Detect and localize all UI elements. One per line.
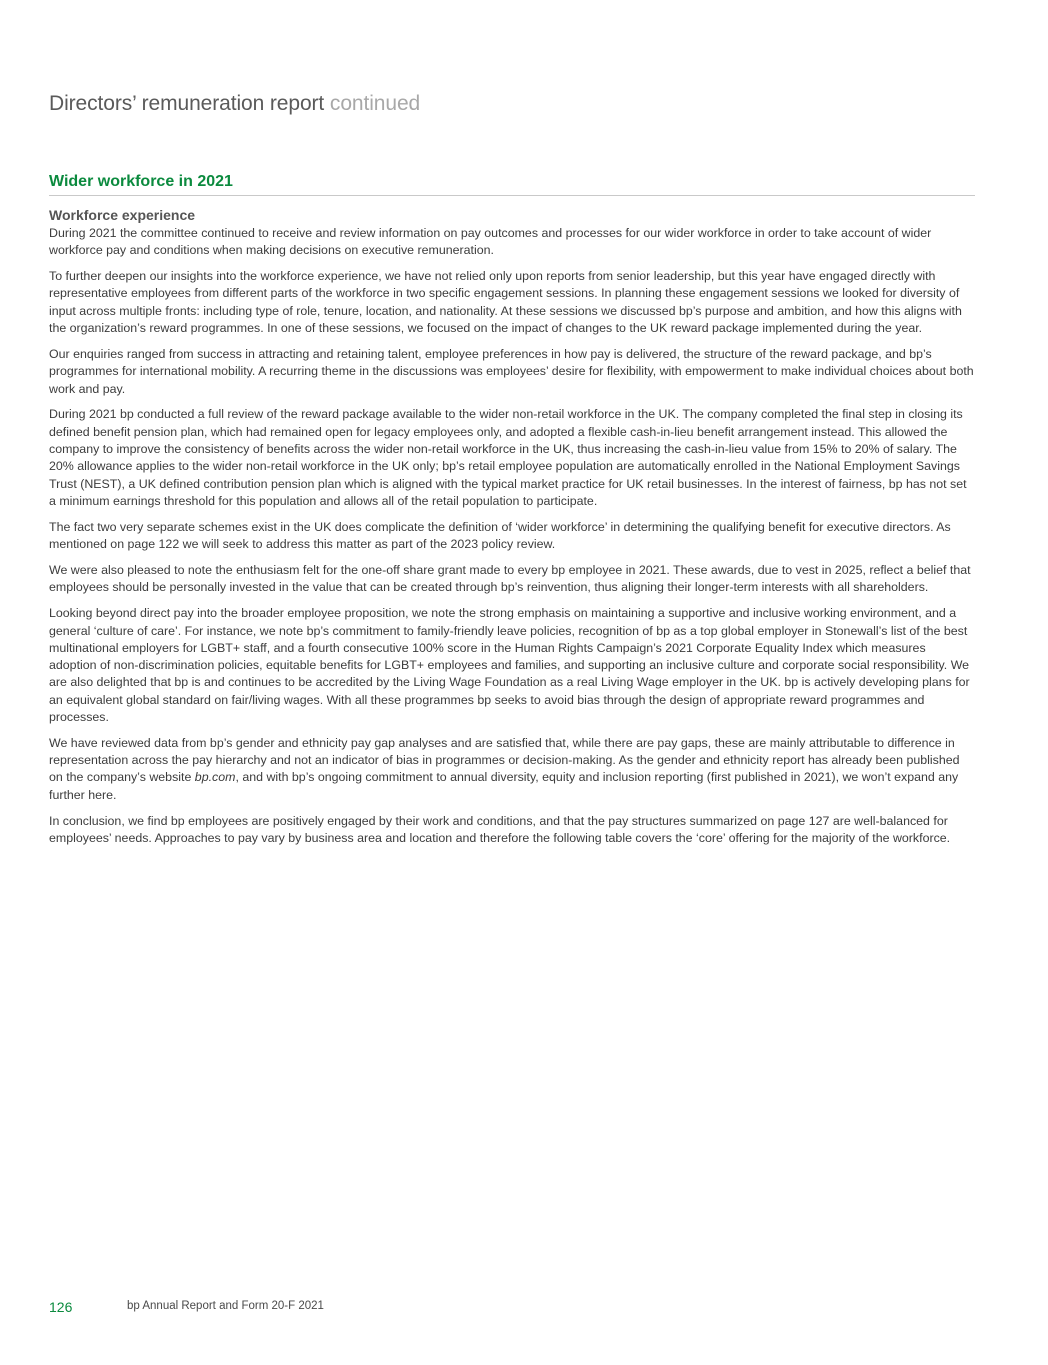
paragraph-7: Looking beyond direct pay into the broader employee proposition, we note the strong emphasis on maintaining a supportive and inclusive working environment, and a general ‘culture of care’. For instance, we note bp’s commitment to family-friendly leave policies, recognition of bp as a top global employer in Stonewall’s list of the best multinational employers for LGBT+ staff, and a fourth consecutive 100% score in the Human Rights Campaign’s 2021 Corporate Equality Index which measures adoption of non-discrimination policies, equitable benefits for LGBT+ employees and families, and supporting an inclusive culture and corporate social responsibility. We are also delighted that bp is and continues to be accredited by the Living Wage Foundation as a real Living Wage employer in the UK. bp is actively developing plans for an equivalent global standard on fair/living wages. With all these programmes bp seeks to avoid bias through the design of appropriate reward programmes and processes. bbox=[49, 606, 970, 724]
paragraph-5: The fact two very separate schemes exist in the UK does complicate the definition of ‘wider workforce’ in determining the qualifying benefit for executive directors. As mentioned on page 122 we will seek to address this matter as part of the 2023 policy review. bbox=[49, 519, 951, 552]
paragraph-conclusion: In conclusion, we find bp employees are positively engaged by their work and conditions, and that the pay structures summarized on page 127 are well-balanced for employees’ needs. Approaches to pay vary by business area and location and therefore the following table covers the ‘core’ offering for the majority of the workforce. bbox=[49, 813, 951, 845]
page-header bbox=[49, 92, 420, 116]
website-reference: bp.com bbox=[194, 770, 236, 785]
paragraph-2: To further deepen our insights into the workforce experience, we have not relied only upon reports from senior leadership, but this year have engaged directly with representative employees from different parts of the workforce in two specific engagement sessions. In planning these engagement sessions we looked for diversity of input across multiple fronts: including type of role, tenure, location, and nationality. At these sessions we discussed bp’s purpose and ambition, and how this aligns with the organization’s reward programmes. In one of these sessions, we focused on the impact of changes to the UK reward package implemented during the year. bbox=[49, 269, 962, 336]
page-number: 126 bbox=[49, 1299, 73, 1315]
paragraph-8-text-before: We have reviewed data from bp’s gender and ethnicity pay gap analyses and are satisfied that, while there are pay gaps, these are mainly attributable to difference in representation across the pay hierarchy and not an indicator of bias in programmes or decision-making. As the gender and ethnicity report has already been published on the company’s website bbox=[49, 735, 960, 785]
paragraph-6: We were also pleased to note the enthusiasm felt for the one-off share grant made to every bp employee in 2021. These awards, due to vest in 2025, reflect a belief that employees should be personally invested in the value that can be created through bp’s reinvention, thus aligning their longer-term interests with all shareholders. bbox=[49, 563, 971, 595]
page-header-continued: continued bbox=[329, 92, 421, 115]
section-subheading: Workforce experience bbox=[49, 207, 196, 223]
wider-workforce-section bbox=[49, 172, 975, 856]
paragraph-4: During 2021 bp conducted a full review of the reward package available to the wider non-retail workforce in the UK. The company completed the final step in closing its defined benefit pension plan, which had remained open for legacy employees only, and adopted a flexible cash-in-lieu benefit arrangement instead. This allowed the company to improve the consistency of benefits across the wider non-retail workforce in the UK, thus increasing the cash-in-lieu value from 15% to 20% of salary. The 20% allowance applies to the wider non-retail workforce in the UK only; bp’s retail employee population are automatically enrolled in the National Employment Savings Trust (NEST), a UK defined contribution pension plan which is aligned with the typical market practice for UK retail businesses. In the interest of fairness, bp has not set a minimum earnings threshold for this population and allows all of the retail population to participate. bbox=[49, 407, 967, 508]
section-title: Wider workforce in 2021 bbox=[49, 172, 975, 196]
paragraph-1: During 2021 the committee continued to receive and review information on pay outcomes and processes for our wider workforce in order to take account of wider workforce pay and conditions when making decisions on executive remuneration. bbox=[49, 226, 932, 258]
page-header-title: Directors’ remuneration report bbox=[49, 92, 325, 115]
paragraph-8-text-after: , and with bp’s ongoing commitment to annual diversity, equity and inclusion reporting (first published in 2021), we won’t expand any further here. bbox=[49, 770, 959, 802]
footer-report-title: bp Annual Report and Form 20-F 2021 bbox=[127, 1300, 324, 1312]
paragraph-3: Our enquiries ranged from success in attracting and retaining talent, employee preferences in how pay is delivered, the structure of the reward package, and bp’s programmes for international mobility. A recurring theme in the discussions was employees’ desire for flexibility, with empowerment to make individual choices about both work and pay. bbox=[49, 346, 974, 396]
paragraph-8 bbox=[49, 735, 975, 804]
